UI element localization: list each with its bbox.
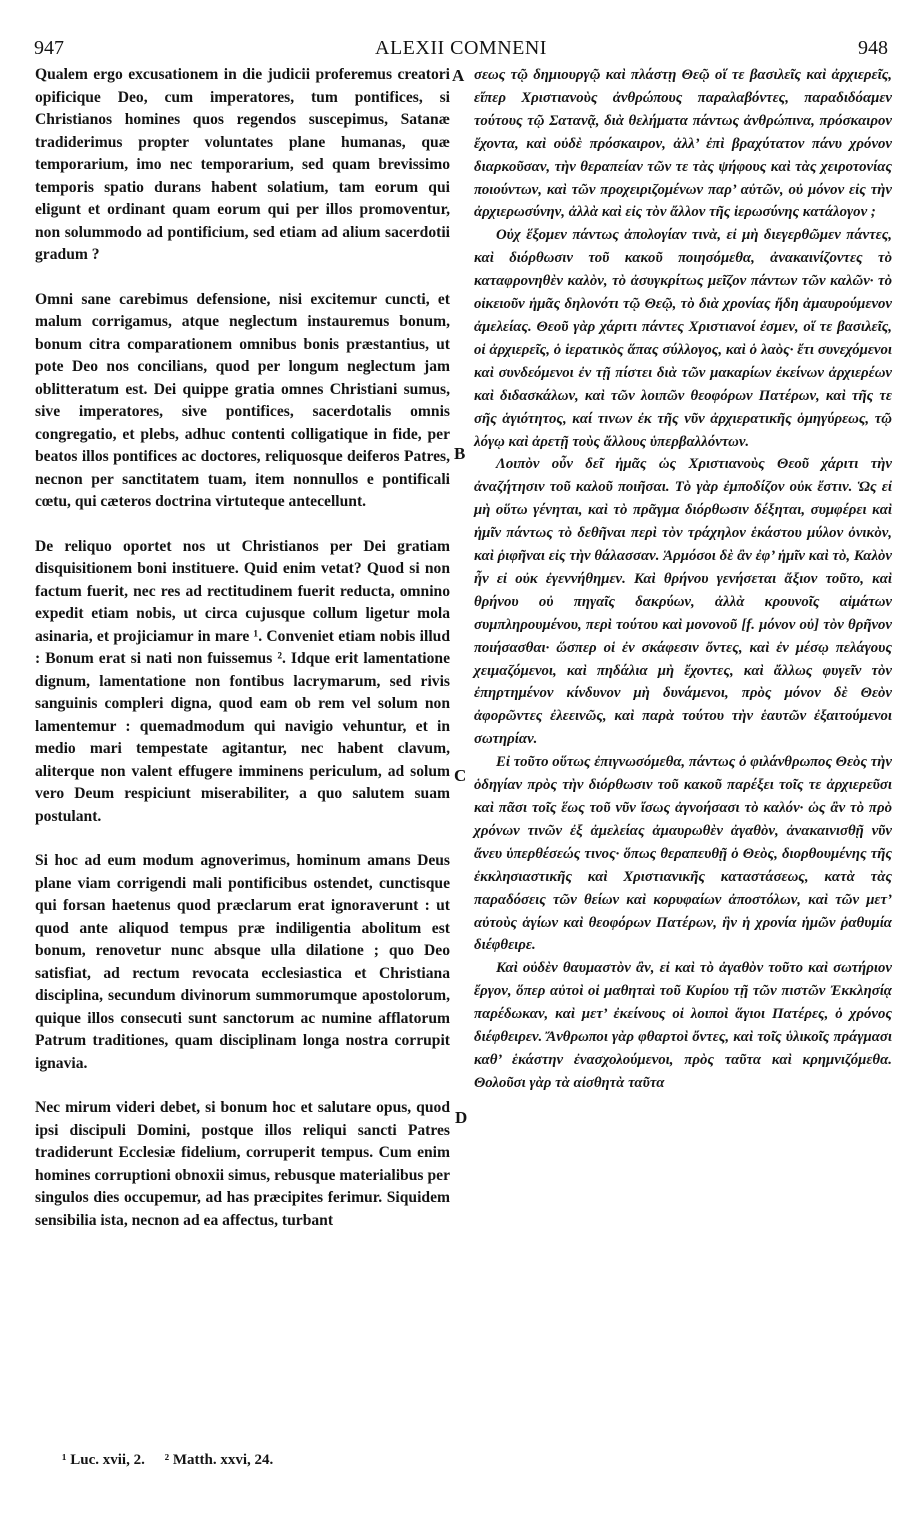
latin-paragraph-4: Si hoc ad eum modum agnoverimus, hominum amans Deus plane viam corrigendi mali pontificibus ostendet, cunctisque qui forsan haetenus quod præclarum erat ignoraverunt : ut quod ante aliquod tempus præ indiligentia abolitum est bonum, renovetur nunc absque ulla dilatione ; quo Deo satisfiat, ad rectum revocata ecclesiastica et Christiana disciplina, secundum divinorum summorumque apostolorum, quique illos consecuti sunt sanctorum ac numine afflatorum Patrum traditiones, quam disciplinam longa nostra corrupit ignavia. [35,852,450,1072]
page-number-right: 948 [858,37,888,59]
latin-paragraph-2: Omni sane carebimus defensione, nisi excitemur cuncti, et malum corrigamus, atque neglectum instauremus bonum, bonum citra comparationem omnibus bonis præstantius, ut pote Deo nos concilians, quod per longum neglectum jam oblitteratum est. Dei quippe gratia omnes Christiani sumus, sive imperatores, sive pontifices, sacerdotalis omnis congregatio, et plebs, adhuc contenti colligatique in fide, per beatos illos pontifices ac doctores, reliquosque deiferos Patres, necnon per sanctitatem tuam, item nonnullos e pontificali cœtu, qui cæteros doctrina virtuteque antecellunt. [35,290,450,510]
greek-paragraph-4: Εἰ τοῦτο οὕτως ἐπιγνωσόμεθα, πάντως ὁ φιλάνθρωπος Θεὸς τὴν ὁδηγίαν πρὸς τὴν διόρθωσιν τοῦ κακοῦ παρέξει τοῖς τε ἀρχιερεῦσι καὶ πᾶσι τοῖς ἕως τοῦ νῦν ἴσως ἀγνοήσασι τὸ καλόν· ὡς ἂν τὸ πρὸ χρόνων τινῶν ἐξ ἀμελείας ἀμαυρωθὲν ἀγαθὸν, ἀνακαινισθῇ νῦν ἄνευ ὑπερθέσεώς τινος· ὅπως θεραπευθῇ ὁ Θεὸς, διορθουμένης τῆς ἐκκλησιαστικῆς καὶ Χριστιανικῆς καταστάσεως, κατὰ τὰς παραδόσεις τῶν θείων καὶ κορυφαίων ἀποστόλων, καὶ τῶν μετ’ αὐτοὺς ἁγίων καὶ θεοφόρων Πατέρων, ἣν ἡ χρονία ἡμῶν ῥαθυμία διέφθειρε. [474,754,892,954]
page-number-left: 947 [34,37,64,59]
footnotes [62,1452,289,1469]
latin-paragraph-1: Qualem ergo excusationem in die judicii proferemus creatori opificique Deo, cum imperatores, tum pontifices, si Christianos homines quos regendos suscepimus, Satanæ tradiderimus propter voluntates plane humanas, quæ temporarium, imo nec temporarium, sed quam brevissimo temporis spatio durans habent solatium, tam eorum qui eligunt et ordinant quam eorum qui per illos promoventur, non solummodo ad pontificium, sed etiam ad alium sacerdotii gradum ? [35,66,450,263]
greek-paragraph-3: Λοιπὸν οὖν δεῖ ἡμᾶς ὡς Χριστιανοὺς Θεοῦ χάριτι τὴν ἀναζήτησιν τοῦ καλοῦ ποιῆσαι. Τὸ γὰρ ἐμποδίζον οὐκ ἔστιν. Ὡς εἰ μὴ οὕτω γένηται, καὶ τὸ πρᾶγμα διόρθωσιν δέξηται, συμφέρει καὶ ἡμῖν πάντως τὸ δεθῆναι περὶ τὸν τράχηλον ἑκάστου μύλον ὀνικὸν, καὶ ῥιφῆναι εἰς τὴν θάλασσαν. Ἁρμόσοι δὲ ἂν ἐφ’ ἡμῖν καὶ τὸ, Καλὸν ἦν εἰ οὐκ ἐγεννήθημεν. Καὶ θρήνου γενήσεται ἄξιον τοῦτο, καὶ θρήνου οὐ πηγαῖς δακρύων, ἀλλὰ κρουνοῖς αἱμάτων συμπληρουμένου, περὶ τούτου καὶ μονονοῦ [f. μόνον οὐ] τὸν θρῆνον ποιήσασθαι· ὥσπερ οἱ ἐν σκάφεσιν ὄντες, καὶ ἐν μέσῳ πελάγους χειμαζόμενοι, καὶ πηδάλια μὴ ἔχοντες, καὶ ἄλλως φυγεῖν τὸν ἐπηρτημένον κίνδυνον μὴ δυνάμενοι, πρὸς μόνον δὲ Θεὸν ἀφορῶντες ἐλεεινῶς, καὶ παρὰ τούτου τὴν ἑαυτῶν ἐξαιτούμενοι σωτηρίαν. [474,456,892,748]
running-title: ALEXII COMNENI [375,37,547,59]
greek-paragraph-1: σεως τῷ δημιουργῷ καὶ πλάστῃ Θεῷ οἵ τε βασιλεῖς καὶ ἀρχιερεῖς, εἴπερ Χριστιανοὺς ἀνθρώπους παραλαβόντες, παραδιδόαμεν τούτους τῷ Σατανᾷ, διὰ θελήματα πάντως ἀνθρώπινα, πρόσκαιρον ἔχοντα, καὶ οὐδὲ πρόσκαιρον, ἀλλ’ ἐπὶ βραχύτατον πάνυ χρόνον διαρκοῦσαν, τὴν θεραπείαν τῶν τε τὰς ψήφους καὶ τὰς χειροτονίας ποιούντων, καὶ τῶν προχειριζομένων παρ’ αὐτῶν, οὐ μόνον εἰς τὴν ἀρχιερωσύνην, ἀλλὰ καὶ εἰς τὸν ἄλλον τῆς ἱερωσύνης κατάλογον ; [474,67,892,221]
footnote-1: ¹ Luc. xvii, 2. [62,1452,145,1468]
footnote-2: ² Matth. xxvi, 24. [164,1452,274,1468]
page-header [34,36,888,60]
greek-paragraph-2: Οὐχ ἕξομεν πάντως ἀπολογίαν τινὰ, εἰ μὴ διεγερθῶμεν πάντες, καὶ διόρθωσιν τοῦ κακοῦ ποιησόμεθα, ἀνακαινίζοντες τὸ καταφρονηθὲν καλὸν, τὸ ἀσυγκρίτως μεῖζον πάντων τῶν καλῶν· τὸ οἰκειοῦν ἡμᾶς δηλονότι τῷ Θεῷ, τὸ διὰ χρονίας ἤδη ἀμαυρούμενον ἀμελείας. Θεοῦ γὰρ χάριτι πάντες Χριστιανοί ἐσμεν, οἵ τε βασιλεῖς, οἱ ἀρχιερεῖς, ὁ ἱερατικὸς ἅπας σύλλογος, καὶ ὁ λαὸς· ἔτι συνεχόμενοι καὶ συνδεόμενοι ἐν τῇ πίστει διὰ τῶν μακαρίων ἐκείνων ἀρχιερέων καὶ διδασκάλων, καὶ τῶν λοιπῶν θεοφόρων Πατέρων, καὶ τῆς τε σῆς ἁγιότητος, καί τινων ἐκ τῆς νῦν ἀρχιερατικῆς ὁμηγύρεως, τῷ λόγῳ καὶ ἀρετῇ τοὺς ἄλλους ὑπερβαλλόντων. [474,227,892,450]
section-marker-c: C [454,766,467,785]
section-marker-d: D [455,1108,468,1127]
greek-paragraph-5: Καὶ οὐδὲν θαυμαστὸν ἂν, εἰ καὶ τὸ ἀγαθὸν τοῦτο καὶ σωτήριον ἔργον, ὅπερ αὐτοὶ οἱ μαθηταὶ τοῦ Κυρίου τῇ τῶν πιστῶν Ἐκκλησίᾳ παρέδωκαν, καὶ μετ’ ἐκείνους οἱ λοιποὶ ἅγιοι Πατέρες, ὁ χρόνος διέφθειρεν. Ἄνθρωποι γὰρ φθαρτοὶ ὄντες, καὶ τοῖς ὑλικοῖς πράγμασι καθ’ ἑκάστην ἐνασχολούμενοι, πρὸς ταῦτα καὶ κρημνιζόμεθα. Θολοῦσι γὰρ τὰ αἰσθητὰ ταῦτα [474,960,892,1091]
latin-paragraph-5: Nec mirum videri debet, si bonum hoc et salutare opus, quod ipsi discipuli Domini, postque illos reliqui sancti Patres tradiderunt Ecclesiæ fidelium, corruperit tempus. Cum enim homines corruptioni obnoxii simus, rebusque materialibus per singulos dies occupemur, ad has præcipites ferimur. Siquidem sensibilia ista, necnon ad ea affectus, turbant [35,1099,450,1229]
latin-column [35,64,450,1232]
latin-paragraph-3: De reliquo oportet nos ut Christianos per Dei gratiam disquisitionem boni instituere. Quid enim vetat? Quod si non factum fuerit, nec res ad rectitudinem fuerit reducta, omnino expedit etiam nobis, ut circa cujusque collum ligetur mola asinaria, et projiciamur in mare ¹. Conveniet etiam nobis illud : Bonum erat si nati non fuissemus ². Idque erit lamentatione dignum, lamentatione non fontibus lacrymarum, sed rivis sanguinis compleri digna, quod eam ob rem vel solum non lamentemur : quemadmodum qui navigio vehuntur, et in medio mari tempestate agitantur, nec habent clavum, aliterque non valent effugere imminens periculum, ad solum vero Deum respiciunt miserabiliter, a quo salutem suam postulant. [35,537,450,825]
greek-column [474,64,892,1095]
section-marker-a: A [452,66,465,85]
section-marker-b: B [454,444,466,463]
